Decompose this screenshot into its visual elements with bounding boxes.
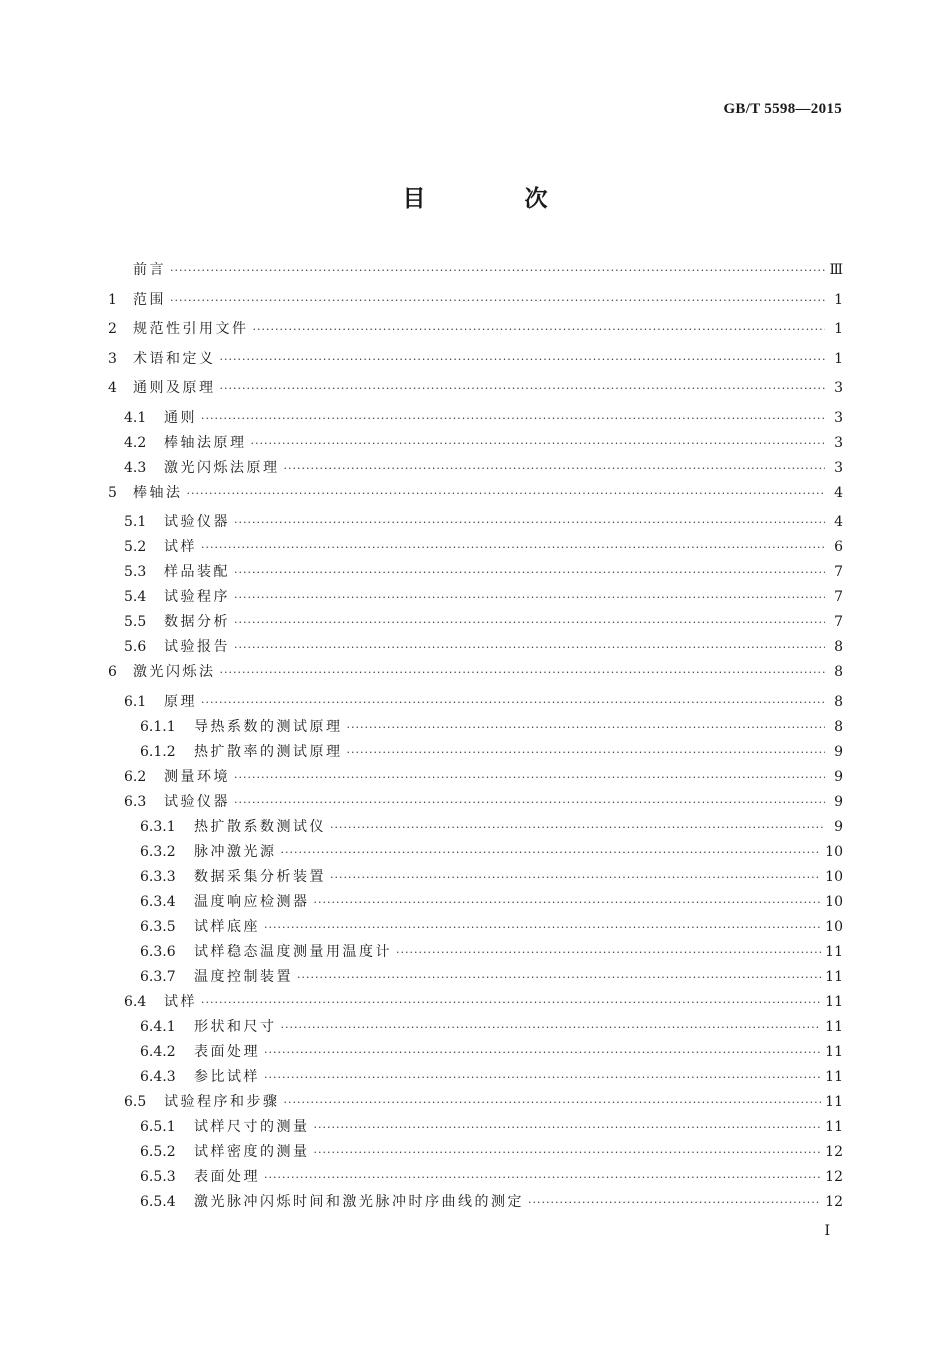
toc-entry-label: 激光闪烁法原理 (164, 459, 280, 476)
toc-entry[interactable] (108, 815, 843, 840)
dot-leader (281, 1015, 822, 1040)
toc-entry[interactable] (108, 940, 843, 965)
toc-entry-page: 1 (834, 321, 843, 337)
toc-entry[interactable] (108, 690, 843, 715)
toc-entry[interactable] (108, 431, 843, 456)
dot-leader (234, 585, 825, 610)
toc-entry-label: 脉冲激光源 (194, 843, 277, 860)
toc-entry-page: 11 (825, 1068, 843, 1085)
toc-entry-label: 试样尺寸的测量 (194, 1118, 310, 1135)
toc-entry-number: 6.4.1 (140, 1018, 176, 1035)
toc-entry-page: 8 (834, 718, 843, 735)
toc-entry-page: 3 (834, 459, 843, 476)
toc-entry-page: 11 (825, 1093, 843, 1110)
toc-entry[interactable] (108, 890, 843, 915)
toc-entry-number: 2 (108, 321, 117, 337)
toc-entry[interactable] (108, 1140, 843, 1165)
toc-entry[interactable] (108, 610, 843, 635)
toc-entry-page: 7 (834, 589, 843, 605)
toc-entry-number: 6.4.2 (140, 1043, 176, 1060)
toc-entry[interactable] (108, 790, 843, 815)
toc-entry[interactable] (108, 317, 843, 342)
toc-entry-page: 10 (825, 893, 843, 910)
toc-entry-number: 5.6 (124, 639, 147, 655)
dot-leader (314, 1115, 822, 1140)
dot-leader (234, 610, 825, 635)
toc-entry-page: 12 (825, 1168, 843, 1185)
toc-entry-page: 11 (825, 1018, 843, 1035)
toc-entry-number: 6.5.3 (140, 1168, 176, 1185)
dot-leader (528, 1190, 821, 1215)
toc-entry[interactable] (108, 1040, 843, 1065)
dot-leader (253, 317, 826, 342)
toc-entry-number: 6.3.6 (140, 943, 176, 960)
toc-entry-number: 6.5.1 (140, 1118, 176, 1135)
toc-entry-number: 6.3.4 (140, 893, 176, 910)
toc-entry[interactable] (108, 915, 843, 940)
toc-entry[interactable] (108, 258, 843, 283)
toc-entry-number: 6.5 (124, 1093, 147, 1110)
toc-entry-page: 11 (825, 943, 843, 960)
toc-entry-page: 3 (834, 434, 843, 451)
dot-leader (264, 1065, 821, 1090)
toc-entry-number: 6.4 (124, 993, 147, 1010)
toc-entry-label: 原理 (164, 693, 197, 710)
toc-entry-label: 试验仪器 (164, 793, 230, 810)
toc-entry[interactable] (108, 660, 843, 685)
toc-entry-number: 4 (108, 380, 117, 396)
toc-entry-number: 6 (108, 664, 117, 680)
toc-entry-number: 5.1 (124, 514, 147, 530)
toc-entry[interactable] (108, 510, 843, 535)
toc-entry-label: 表面处理 (194, 1168, 260, 1185)
toc-entry-label: 表面处理 (194, 1043, 260, 1060)
toc-entry-page: 1 (834, 291, 843, 308)
toc-entry-page: 4 (834, 514, 843, 530)
dot-leader (347, 715, 826, 740)
toc-entry-label: 试样 (164, 993, 197, 1010)
toc-entry-page: 12 (825, 1193, 843, 1210)
toc-entry-page: 9 (834, 793, 843, 810)
toc-entry-number: 6.3 (124, 793, 147, 810)
toc-entry-number: 6.3.3 (140, 868, 176, 885)
toc-entry-page: 9 (834, 768, 843, 785)
toc-entry-number: 6.4.3 (140, 1068, 176, 1085)
dot-leader (170, 288, 825, 313)
toc-entry-page: 1 (834, 350, 843, 367)
dot-leader (330, 815, 825, 840)
toc-entry[interactable] (108, 990, 843, 1015)
toc-entry-page: 7 (834, 564, 843, 580)
page-number: I (824, 1223, 830, 1239)
toc-entry-label: 测量环境 (164, 768, 230, 785)
toc-entry-number: 6.3.2 (140, 843, 176, 860)
dot-leader (297, 965, 821, 990)
toc-entry-page: 10 (825, 868, 843, 885)
toc-entry-page: 10 (825, 843, 843, 860)
toc-entry-page: 8 (834, 664, 843, 680)
toc-entry-page: 11 (825, 1043, 843, 1060)
dot-leader (234, 635, 825, 660)
toc-entry[interactable] (108, 1165, 843, 1190)
toc-entry-label: 数据采集分析装置 (194, 868, 326, 885)
dot-leader (234, 560, 825, 585)
dot-leader (187, 481, 826, 506)
toc-entry-page: 6 (834, 539, 843, 555)
toc-entry-page: 9 (834, 743, 843, 760)
dot-leader (220, 376, 826, 401)
toc-entry-number: 1 (108, 291, 117, 308)
toc-entry[interactable] (108, 840, 843, 865)
toc-entry-page: 12 (825, 1143, 843, 1160)
dot-leader (201, 535, 825, 560)
toc-entry-number: 6.1.1 (140, 718, 176, 735)
toc-entry-number: 5 (108, 484, 117, 501)
toc-entry-label: 棒轴法 (133, 484, 183, 501)
toc-entry[interactable] (108, 1090, 843, 1115)
toc-entry-page: 8 (834, 693, 843, 710)
dot-leader (220, 347, 826, 372)
dot-leader (170, 258, 825, 283)
dot-leader (284, 1090, 822, 1115)
dot-leader (314, 1140, 822, 1165)
toc-entry[interactable] (108, 635, 843, 660)
toc-entry-page: 9 (834, 818, 843, 835)
toc-entry-number: 6.2 (124, 768, 147, 785)
dot-leader (281, 840, 822, 865)
dot-leader (264, 1165, 821, 1190)
toc-entry-label: 试样底座 (194, 918, 260, 935)
toc-entry-label: 试样 (164, 539, 197, 555)
toc-entry-label: 试样稳态温度测量用温度计 (194, 943, 392, 960)
toc-entry[interactable] (108, 347, 843, 372)
dot-leader (234, 765, 825, 790)
dot-leader (264, 1040, 821, 1065)
dot-leader (314, 890, 822, 915)
toc-entry[interactable] (108, 406, 843, 431)
toc-entry-label: 热扩散率的测试原理 (194, 743, 343, 760)
toc-entry-label: 棒轴法原理 (164, 434, 247, 451)
toc-entry[interactable] (108, 1065, 843, 1090)
toc-entry[interactable] (108, 1015, 843, 1040)
dot-leader (201, 690, 825, 715)
table-of-contents (108, 258, 843, 1215)
toc-entry[interactable] (108, 765, 843, 790)
dot-leader (396, 940, 821, 965)
toc-entry-page: 8 (834, 639, 843, 655)
toc-entry-number: 5.4 (124, 589, 147, 605)
toc-entry-label: 形状和尺寸 (194, 1018, 277, 1035)
toc-entry-page: 4 (834, 484, 843, 501)
toc-entry-label: 导热系数的测试原理 (194, 718, 343, 735)
toc-entry[interactable] (108, 376, 843, 401)
toc-entry-label: 试验程序 (164, 589, 230, 605)
dot-leader (201, 406, 825, 431)
toc-entry[interactable] (108, 965, 843, 990)
toc-entry[interactable] (108, 481, 843, 506)
toc-entry-label: 热扩散系数测试仪 (194, 818, 326, 835)
toc-entry-label: 温度控制装置 (194, 968, 293, 985)
dot-leader (234, 790, 825, 815)
toc-entry-page: 11 (825, 1118, 843, 1135)
toc-entry[interactable] (108, 288, 843, 313)
toc-entry-number: 4.3 (124, 459, 147, 476)
toc-entry[interactable] (108, 585, 843, 610)
dot-leader (201, 990, 821, 1015)
toc-entry-label: 试验程序和步骤 (164, 1093, 280, 1110)
toc-entry-label: 通则及原理 (133, 380, 216, 396)
toc-entry-number: 5.3 (124, 564, 147, 580)
toc-entry[interactable] (108, 740, 843, 765)
toc-entry-label: 样品装配 (164, 564, 230, 580)
toc-entry-number: 4.2 (124, 434, 147, 451)
toc-entry-number: 6.3.1 (140, 818, 176, 835)
toc-entry-label: 试验仪器 (164, 514, 230, 530)
toc-entry-number: 6.5.2 (140, 1143, 176, 1160)
standard-code: GB/T 5598—2015 (723, 101, 842, 117)
dot-leader (220, 660, 826, 685)
toc-entry-label: 激光脉冲闪烁时间和激光脉冲时序曲线的测定 (194, 1193, 524, 1210)
toc-entry-label: 术语和定义 (133, 350, 216, 367)
toc-entry-label: 激光闪烁法 (133, 664, 216, 680)
dot-leader (330, 865, 821, 890)
toc-entry-label: 试样密度的测量 (194, 1143, 310, 1160)
toc-entry[interactable] (108, 1190, 843, 1215)
toc-entry-number: 6.3.5 (140, 918, 176, 935)
toc-entry-number: 6.5.4 (140, 1193, 176, 1210)
dot-leader (264, 915, 821, 940)
toc-entry[interactable] (108, 456, 843, 481)
toc-entry-page: 3 (834, 380, 843, 396)
toc-entry[interactable] (108, 715, 843, 740)
toc-entry-number: 5.2 (124, 539, 147, 555)
toc-entry-label: 试验报告 (164, 639, 230, 655)
toc-entry-label: 温度响应检测器 (194, 893, 310, 910)
toc-entry[interactable] (108, 560, 843, 585)
toc-entry-number: 3 (108, 350, 117, 367)
toc-entry[interactable] (108, 535, 843, 560)
toc-entry[interactable] (108, 865, 843, 890)
toc-entry[interactable] (108, 1115, 843, 1140)
toc-entry-page: 11 (825, 993, 843, 1010)
toc-entry-number: 6.1 (124, 693, 147, 710)
toc-entry-number: 6.3.7 (140, 968, 176, 985)
dot-leader (251, 431, 826, 456)
toc-entry-page: Ⅲ (829, 262, 843, 278)
toc-entry-number: 4.1 (124, 409, 147, 426)
dot-leader (347, 740, 826, 765)
dot-leader (234, 510, 825, 535)
toc-entry-label: 参比试样 (194, 1068, 260, 1085)
toc-entry-number: 5.5 (124, 614, 147, 630)
toc-entry-label: 通则 (164, 409, 197, 426)
toc-entry-label: 数据分析 (164, 614, 230, 630)
dot-leader (284, 456, 826, 481)
toc-entry-label: 前言 (133, 262, 166, 278)
toc-entry-number: 6.1.2 (140, 743, 176, 760)
toc-entry-label: 范围 (133, 291, 166, 308)
page-title: 目 次 (402, 186, 586, 212)
toc-entry-page: 10 (825, 918, 843, 935)
toc-entry-label: 规范性引用文件 (133, 321, 249, 337)
toc-entry-page: 7 (834, 614, 843, 630)
toc-entry-page: 3 (834, 409, 843, 426)
toc-entry-page: 11 (825, 968, 843, 985)
